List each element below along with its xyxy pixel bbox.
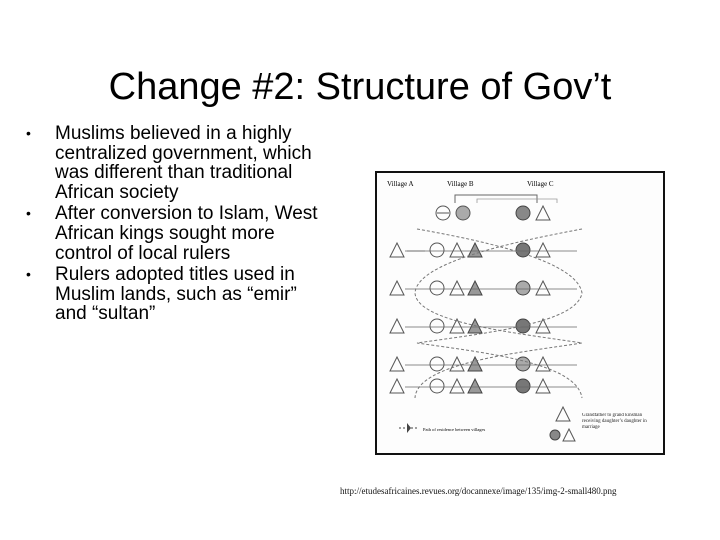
generation-row bbox=[390, 357, 550, 371]
male-symbol bbox=[556, 407, 570, 421]
male-symbol bbox=[536, 281, 550, 295]
marriage-link-line bbox=[477, 199, 557, 203]
female-symbol bbox=[516, 243, 530, 257]
male-symbol bbox=[390, 281, 404, 295]
female-symbol bbox=[430, 357, 444, 371]
bullet-text: After conversion to Islam, West African kings sought more control of local rulers bbox=[55, 203, 318, 264]
female-symbol bbox=[430, 319, 444, 333]
bullet-marker: • bbox=[26, 125, 31, 141]
male-symbol bbox=[450, 281, 464, 295]
male-symbol bbox=[536, 357, 550, 371]
migration-paths bbox=[415, 229, 582, 398]
legend-marriage-label: Grandfather to grand kinsman receiving daughter’s daughter in marriage bbox=[582, 413, 647, 430]
female-symbol bbox=[516, 281, 530, 295]
male-symbol bbox=[468, 379, 482, 393]
bullet-marker: • bbox=[26, 205, 31, 222]
male-symbol bbox=[450, 379, 464, 393]
legend-marriage-label-box bbox=[582, 413, 660, 447]
column-label-village-c: Village C bbox=[527, 180, 554, 188]
male-symbol bbox=[390, 243, 404, 257]
female-symbol bbox=[516, 319, 530, 333]
generation-row bbox=[436, 206, 550, 220]
male-symbol bbox=[563, 429, 575, 441]
female-symbol bbox=[430, 243, 444, 257]
slide-title: Change #2: Structure of Gov’t bbox=[108, 66, 612, 108]
female-symbol bbox=[430, 379, 444, 393]
male-symbol bbox=[536, 243, 550, 257]
legend-path-label: Path of residence between villages bbox=[423, 427, 486, 432]
female-symbol bbox=[516, 357, 530, 371]
male-symbol bbox=[468, 357, 482, 371]
male-symbol bbox=[468, 281, 482, 295]
bullet-item bbox=[22, 265, 322, 324]
female-symbol bbox=[430, 281, 444, 295]
male-symbol bbox=[390, 357, 404, 371]
female-symbol bbox=[550, 430, 560, 440]
bullet-text: Muslims believed in a highly centralized government, which was different than traditional African society bbox=[55, 123, 312, 203]
generation-row bbox=[390, 379, 550, 393]
female-symbol bbox=[456, 206, 470, 220]
male-symbol bbox=[450, 243, 464, 257]
generation-row bbox=[390, 281, 550, 295]
male-symbol bbox=[468, 243, 482, 257]
bullet-marker: • bbox=[26, 266, 31, 283]
generation-row bbox=[390, 319, 550, 333]
column-label-village-a: Village A bbox=[387, 180, 414, 188]
female-symbol bbox=[516, 379, 530, 393]
kinship-diagram-image bbox=[375, 171, 665, 455]
arrow-icon bbox=[407, 423, 411, 433]
male-symbol bbox=[450, 357, 464, 371]
bullet-item bbox=[22, 204, 322, 263]
female-symbol bbox=[516, 206, 530, 220]
male-symbol bbox=[390, 319, 404, 333]
male-symbol bbox=[390, 379, 404, 393]
male-symbol bbox=[536, 206, 550, 220]
male-symbol bbox=[536, 319, 550, 333]
male-symbol bbox=[536, 379, 550, 393]
bullet-text: Rulers adopted titles used in Muslim lands, such as “emir” and “sultan” bbox=[55, 264, 297, 325]
bullet-item bbox=[22, 124, 322, 202]
column-label-village-b: Village B bbox=[447, 180, 474, 188]
bullet-list bbox=[22, 124, 322, 326]
kinship-diagram bbox=[377, 173, 663, 453]
image-source-url: http://etudesafricaines.revues.org/docannexe/image/135/img-2-small480.png bbox=[340, 486, 617, 496]
